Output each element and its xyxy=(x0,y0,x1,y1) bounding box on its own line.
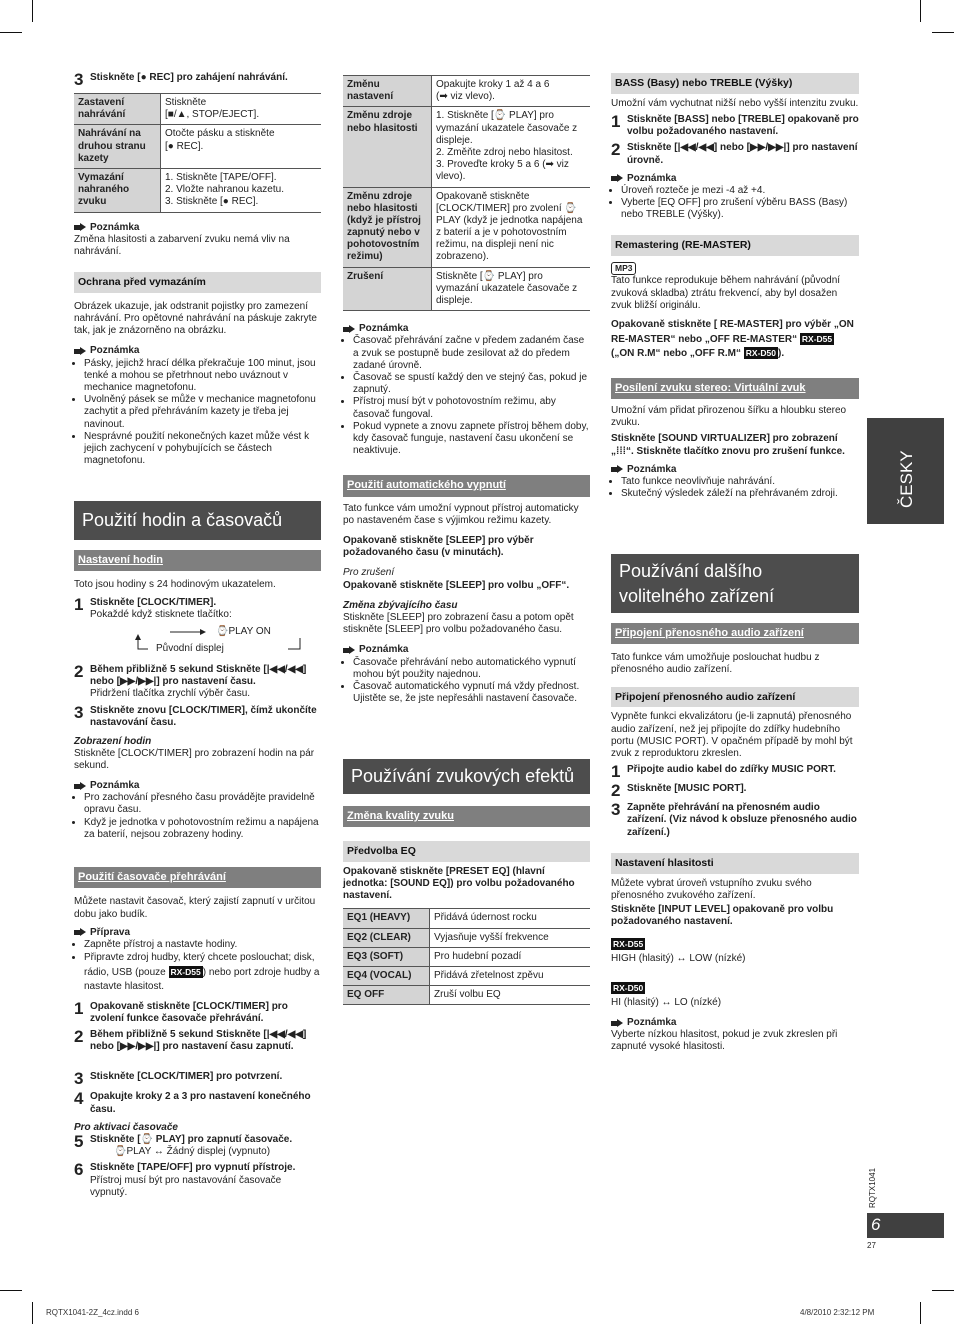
page-number: 27 xyxy=(867,1241,876,1250)
instruction: Opakovaně stiskněte [PRESET EQ] (hlavní jednotka: [SOUND EQ]) pro volbu požadovaného nastavení. xyxy=(343,865,575,902)
note-arrow-icon xyxy=(611,174,623,183)
list-item: • Pro zachování přesného času provádějte pravidelně opravu času. xyxy=(84,792,321,816)
flow-label: Původní displej xyxy=(156,642,224,654)
note-arrow-icon xyxy=(611,1019,623,1028)
note-arrow-icon xyxy=(74,928,86,937)
table-row xyxy=(74,125,321,169)
timer-step-4: 4 Opakujte kroky 2 a 3 pro nastavení konečného času. xyxy=(74,1089,311,1115)
paragraph: HIGH (hlasitý) ↔ LOW (nízké) xyxy=(611,953,746,965)
clock-step-3: 3 Stiskněte znovu [CLOCK/TIMER], čímž ukončíte nastavování času. xyxy=(74,703,317,729)
table-header-cell: Vymazání nahraného zvuku xyxy=(74,168,161,212)
note-text: Změna hlasitosti a zabarvení zvuku nemá vliv na nahrávání. xyxy=(74,233,290,257)
note-heading: Poznámka xyxy=(611,173,859,185)
table-header-cell: Nahrávání na druhou stranu kazety xyxy=(74,125,161,169)
table-header-cell: Změnu zdroje nebo hlasitosti xyxy=(343,107,432,187)
section-heading: Změna kvality zvuku xyxy=(343,806,590,827)
crop-mark xyxy=(920,1302,921,1324)
note-list xyxy=(611,476,859,500)
note-list xyxy=(343,657,590,706)
note-heading: Poznámka xyxy=(343,323,590,335)
list-item: • Časovače přehrávání nebo automatického vypnutí mohou být použity najednou. xyxy=(353,657,590,681)
table-header-cell: Zrušení xyxy=(343,267,432,311)
note-list xyxy=(74,358,321,468)
conn-step-1: 1 Připojte audio kabel do zdířky MUSIC PORT. xyxy=(611,762,836,782)
note-heading: Poznámka xyxy=(74,780,321,792)
timer-step-3: 3 Stiskněte [CLOCK/TIMER] pro potvrzení. xyxy=(74,1069,283,1089)
section-heading: BASS (Basy) nebo TREBLE (Výšky) xyxy=(611,73,859,94)
table-row xyxy=(343,76,590,107)
chapter-banner: Používání dalšího volitelného zařízení xyxy=(611,554,859,613)
note-arrow-icon xyxy=(343,325,355,334)
table-row: EQ1 (HEAVY) Přidává údernost rocku xyxy=(343,909,590,928)
list-item: • Zapněte přístroj a nastavte hodiny. xyxy=(84,939,321,951)
instruction: Opakovaně stiskněte [ RE-MASTER] pro výběr „ON RE-MASTER“ nebo „OFF RE-MASTER“ RX-D55 („ON R.M“ nebo „OFF R.M“ RX-D50 ). xyxy=(611,319,854,360)
list-item: • Časovač se spustí každý den ve stejný čas, pokud je zapnutý. xyxy=(353,372,590,396)
rec-step xyxy=(74,72,321,87)
subheading: Pro aktivaci časovače xyxy=(74,1121,178,1133)
section-heading: Ochrana před vymazáním xyxy=(74,272,321,293)
note-heading: Poznámka xyxy=(74,222,321,234)
paragraph: Tato funkce vám umožňuje poslouchat hudbu z přenosného audio zařízení. xyxy=(611,652,820,676)
list-item: • Pokud vypnete a znovu zapnete přístroj během doby, kdy časovač funguje, nastavení času ukončení se neaktivuje. xyxy=(353,421,590,458)
list-item: • Časovač přehrávání začne v předem zadaném čase a zvuk se postupně bude zesilovat až do předem zadané úrovně. xyxy=(353,335,590,372)
table-cell: Opakujte kroky 1 až 4 a 6 (➡ viz vlevo). xyxy=(432,76,591,107)
model-badge: RX-D50 xyxy=(745,348,777,359)
paragraph: Stiskněte [CLOCK/TIMER] pro zobrazení hodin na pár sekund. xyxy=(74,747,315,771)
chapter-banner: Používání zvukových efektů xyxy=(343,759,590,793)
language-tab: ČESKY xyxy=(867,418,944,524)
note-heading: Poznámka xyxy=(611,1017,859,1029)
table-row xyxy=(343,267,590,311)
model-badge: RX-D55 xyxy=(801,333,833,344)
mp3-badge: MP3 xyxy=(611,262,636,274)
section-heading: Posílení zvuku stereo: Virtuální zvuk xyxy=(611,378,859,399)
subheading: Zobrazení hodin xyxy=(74,735,152,747)
note-arrow-icon xyxy=(74,223,86,232)
timer-step-2: 2 Během přibližně 5 sekund Stiskněte [|◀◀/◀◀] nebo [▶▶/▶▶|] pro nastavení času zapnutí. xyxy=(74,1027,307,1053)
table-row xyxy=(74,168,321,212)
note-arrow-icon xyxy=(343,646,355,655)
model-badge: RX-D50 xyxy=(613,982,644,993)
instruction: Opakovaně stiskněte [SLEEP] pro výběr požadovaného času (v minutách). xyxy=(343,535,534,559)
crop-mark xyxy=(0,32,22,33)
column-right xyxy=(611,73,859,1054)
column-middle xyxy=(343,75,590,1005)
table-header-cell: Změnu nastavení xyxy=(343,76,432,107)
eq-table xyxy=(343,908,590,1005)
column-left xyxy=(74,72,321,1199)
section-heading: Remastering (RE-MASTER) xyxy=(611,235,859,256)
crop-mark xyxy=(932,1290,954,1291)
note-heading: Poznámka xyxy=(611,464,859,476)
list-item: • Úroveň rozteče je mezi -4 až +4. xyxy=(621,185,859,197)
crop-mark xyxy=(920,0,921,22)
note-list xyxy=(74,792,321,841)
list-item: • Vyberte [EQ OFF] pro zrušení výběru BASS (Basy) nebo TREBLE (Výšky). xyxy=(621,197,859,221)
instruction: Stiskněte [INPUT LEVEL] opakovaně pro volbu požadovaného nastavení. xyxy=(611,903,834,928)
timer-options-table xyxy=(343,75,590,311)
section-heading: Připojení přenosného audio zařízení xyxy=(611,623,859,644)
table-row: EQ2 (CLEAR) Vyjasňuje vyšší frekvence xyxy=(343,928,590,947)
footer-left: RQTX1041-2Z_4cz.indd 6 xyxy=(46,1308,139,1317)
clock-step-2: 2 Během přibližně 5 sekund Stiskněte [|◀◀/◀◀] nebo [▶▶/▶▶|] pro nastavení času. Přidržení tlačítka zrychlí výběr času. xyxy=(74,661,307,699)
section-heading: Předvolba EQ xyxy=(343,841,590,862)
table-row xyxy=(343,107,590,187)
table-row: EQ3 (SOFT) Pro hudební pozadí xyxy=(343,947,590,966)
paragraph: Toto jsou hodiny s 24 hodinovým ukazatelem. xyxy=(74,579,276,590)
table-cell: 1. Stiskněte [⌚ PLAY] pro vymazání ukazatele časovače z displeje. 2. Změňte zdroj nebo hlasitost. 3. Proveďte kroky 5 a 6 (➡ viz vlevo). xyxy=(432,107,591,187)
clock-step-1: 1 Stiskněte [CLOCK/TIMER]. Pokaždé když stisknete tlačítko: xyxy=(74,595,232,621)
table-header-cell: Zastavení nahrávání xyxy=(74,94,161,125)
list-item: • Uvolněný pásek se může v mechanice magnetofonu zachytit a před přehráváním kazety je třeba jej navinout. xyxy=(84,394,321,431)
timer-step-6: 6 Stiskněte [TAPE/OFF] pro vypnutí přístroje. Přístroj musí být pro nastavování časovače vypnutý. xyxy=(74,1160,296,1198)
paragraph: Obrázek ukazuje, jak odstranit pojistky pro zamezení nahrávání. Pro opětovné nahrávání na páskuje zakryte tak, jak je znázorněno na obrázku. xyxy=(74,300,317,337)
table-row: EQ4 (VOCAL) Přidává zřetelnost zpěvu xyxy=(343,966,590,985)
footer-right: 4/8/2010 2:32:12 PM xyxy=(800,1308,875,1317)
instruction: Stiskněte [SOUND VIRTUALIZER] pro zobrazení „⁞⁞⁞“. Stiskněte tlačítko znovu pro zrušení funkce. xyxy=(611,433,845,457)
bass-step-2: 2 Stiskněte [|◀◀/◀◀] nebo [▶▶/▶▶|] pro nastavení úrovně. xyxy=(611,140,858,166)
crop-mark xyxy=(0,1290,22,1291)
list-item: • Když je jednotka v pohotovostním režimu a napájena za baterií, nejsou zobrazeny hodiny. xyxy=(84,817,321,841)
rec-table xyxy=(74,93,321,213)
timer-step-1: 1 Opakovaně stiskněte [CLOCK/TIMER] pro zvolení funkce časovače přehrávání. xyxy=(74,998,288,1024)
subheading: Pro zrušení xyxy=(343,567,395,579)
section-heading: Nastavení hodin xyxy=(74,550,321,571)
crop-mark xyxy=(32,1302,33,1324)
list-item: • Připravte zdroj hudby, který chcete poslouchat; disk, rádio, USB (pouze RX-D55 ) nebo port zdroje hudby a nastavte hlasitost. xyxy=(84,951,321,995)
section-heading: Použití automatického vypnutí xyxy=(343,475,590,496)
flow-label: ⌚PLAY ON xyxy=(216,625,271,637)
conn-step-3: 3 Zapněte přehrávání na přenosném audio zařízení. (Viz návod k obsluze přenosného audio zařízení.) xyxy=(611,800,857,838)
note-arrow-icon xyxy=(74,347,86,356)
crop-mark xyxy=(932,32,954,33)
note-heading: Poznámka xyxy=(74,345,321,357)
page-number-box: 6 xyxy=(867,1213,944,1238)
prep-heading: Příprava xyxy=(74,927,321,939)
table-cell: Otočte pásku a stiskněte [● REC]. xyxy=(161,125,322,169)
crop-mark xyxy=(32,0,33,22)
model-badge: RX-D55 xyxy=(170,966,201,977)
note-arrow-icon xyxy=(74,782,86,791)
instruction: Opakovaně stiskněte [SLEEP] pro volbu „OFF“. xyxy=(343,579,570,591)
list-item: • Nesprávné použití nekonečných kazet může vést k jejich zachycení v pohybujících se částech magnetofonu. xyxy=(84,431,321,468)
note-heading: Poznámka xyxy=(343,644,590,656)
section-heading: Nastavení hlasitosti xyxy=(611,853,859,874)
list-item: • Tato funkce neovlivňuje nahrávání. xyxy=(621,476,859,488)
paragraph: Umožní vám přidat přirozenou šířku a hloubku stereo zvuku. xyxy=(611,404,847,429)
paragraph: Tato funkce vám umožní vypnout přístroj automaticky po nastaveném čase s výjimkou režimu kazety. xyxy=(343,502,579,526)
bass-step-1: 1 Stiskněte [BASS] nebo [TREBLE] opakovaně pro volbu požadovaného nastavení. xyxy=(611,111,859,138)
list-item: • Časovač automatického vypnutí má vždy přednost. Ujistěte se, že jste nepřesáhli nastavení časovače. xyxy=(353,681,590,705)
section-heading: Připojení přenosného audio zařízení xyxy=(611,687,859,708)
conn-step-2: 2 Stiskněte [MUSIC PORT]. xyxy=(611,781,747,801)
paragraph: Vypněte funkci ekvalizátoru (je-li zapnutá) přenosného audio zařízení, než jej připojíte do zdířky hudebního portu (MUSIC PORT). V opačném případě by mohl být zvuk z reproduktoru zkreslen. xyxy=(611,711,853,759)
table-cell: Stiskněte [■/▲, STOP/EJECT]. xyxy=(161,94,322,125)
paragraph: Stiskněte [SLEEP] pro zobrazení času a potom opět stiskněte [SLEEP] pro volbu požadovaného času. xyxy=(343,611,574,636)
table-row xyxy=(74,94,321,125)
note-list xyxy=(611,185,859,222)
list-item: • Přístroj musí být v pohotovostním režimu, aby časovač fungoval. xyxy=(353,396,590,420)
paragraph: Můžete nastavit časovač, který zajistí zapnutí v určitou dobu jako budík. xyxy=(74,896,316,920)
list-item: • Pásky, jejichž hrací délka překračuje 100 minut, jsou tenké a mohou se přetrhnout nebo uváznout v mechanice magnetofonu. xyxy=(84,358,321,395)
note-list xyxy=(343,335,590,457)
subheading: Změna zbývajícího času xyxy=(343,599,458,611)
paragraph: Můžete vybrat úroveň vstupního zvuku svého přenosného zvukového zařízení. xyxy=(611,877,812,901)
paragraph: Tato funkce reprodukuje během nahrávání (původní zvuková skladba) ztrátu frekvencí, aby byl dosažen zvuk bližší originálu. xyxy=(611,275,841,311)
step-number: 3 xyxy=(74,70,84,89)
display-flow-diagram xyxy=(130,626,321,656)
model-badge: RX-D55 xyxy=(613,939,644,950)
table-header-cell: Změnu zdroje nebo hlasitosti (když je přístroj zapnutý nebo v pohotovostním režimu) xyxy=(343,187,432,267)
list-item: • Skutečný výsledek záleží na přehrávaném zdroji. xyxy=(621,488,859,500)
paragraph: Umožní vám vychutnat nižší nebo vyšší intenzitu zvuku. xyxy=(611,97,859,109)
step-text: Stiskněte [● REC] pro zahájení nahrávání. xyxy=(90,72,288,83)
timer-step-5: 5 Stiskněte [⌚ PLAY] pro zapnutí časovače. ⌚PLAY ↔ Žádný displej (vypnuto) xyxy=(74,1131,293,1158)
table-cell: Stiskněte [⌚ PLAY] pro vymazání ukazatele časovače z displeje. xyxy=(432,267,591,311)
prep-list xyxy=(74,939,321,995)
table-cell: 1. Stiskněte [TAPE/OFF]. 2. Vložte nahranou kazetu. 3. Stiskněte [● REC]. xyxy=(161,168,322,212)
note-arrow-icon xyxy=(611,465,623,474)
table-row: EQ OFF Zruší volbu EQ xyxy=(343,986,590,1005)
doc-code: RQTX1041 xyxy=(868,1167,877,1208)
note-text: Vyberte nízkou hlasitost, pokud je zvuk zkreslen při zapnuté vysoké hlasitosti. xyxy=(611,1029,838,1053)
table-row xyxy=(343,187,590,267)
table-cell: Opakovaně stiskněte [CLOCK/TIMER] pro zvolení ⌚PLAY (když je jednotka napájena z baterií a je v pohotovostním režimu, na displeji není nic zobrazeno). xyxy=(432,187,591,267)
chapter-banner: Použití hodin a časovačů xyxy=(74,501,321,539)
paragraph: HI (hlasitý) ↔ LO (nízké) xyxy=(611,996,722,1008)
section-heading: Použití časovače přehrávání xyxy=(74,867,321,888)
